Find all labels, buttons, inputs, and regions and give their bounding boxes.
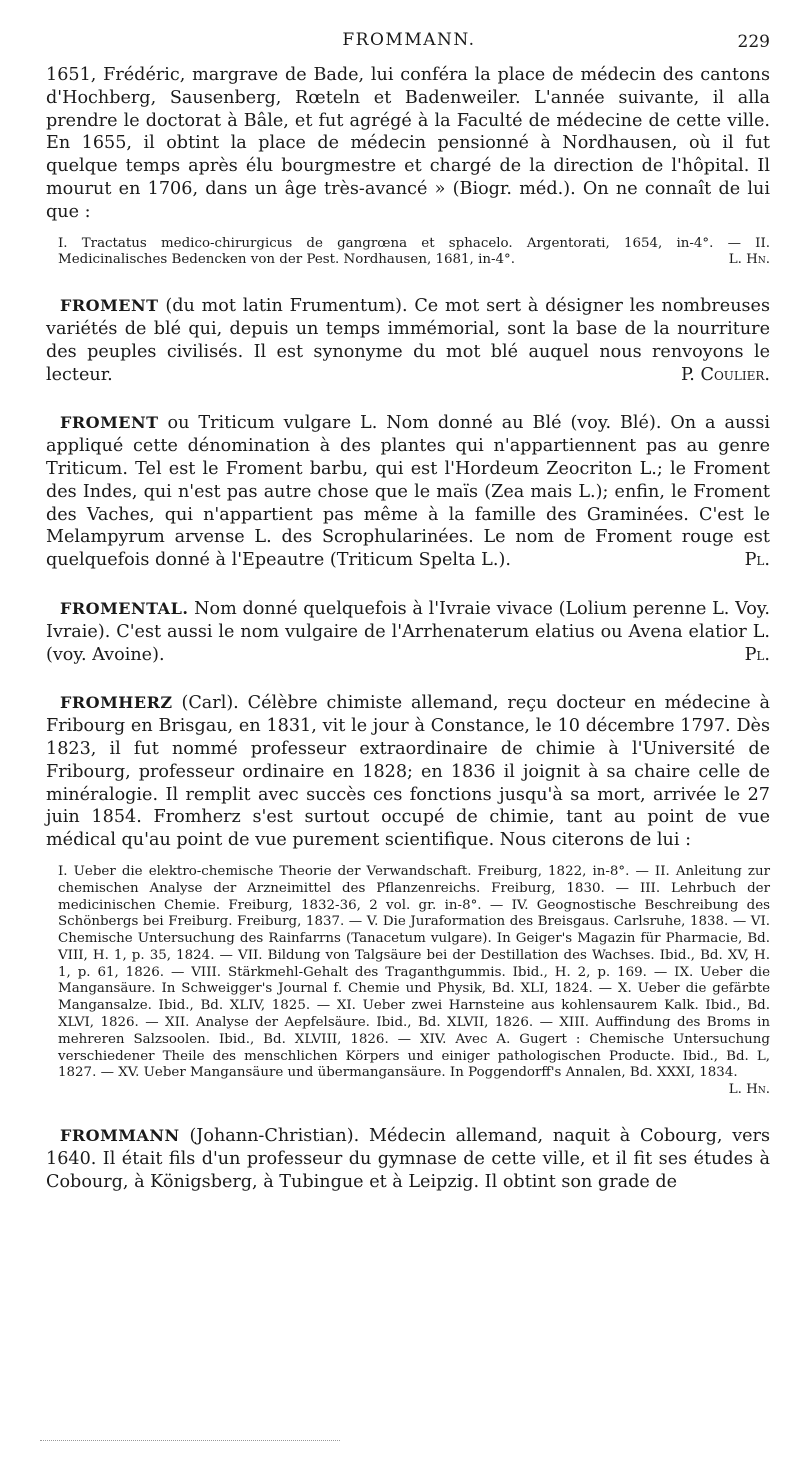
reference-list: I. Ueber die elektro-chemische Theorie der Verwandschaft. Freiburg, 1822, in-8°. — II. Anleitung zur chemischen Analyse der Arzneimittel des Pflanzenreichs. Freiburg, 1830. — III. Lehrbuch der medicinischen Chemie. Freiburg, 1832-36, 2 vol. gr. in-8°. — IV. Geognostische Beschreibung des Schönbergs bei Freiburg. Freiburg, 1837. — V. Die Juraformation des Breisgaus. Carlsruhe, 1838. — VI. Chemische Untersuchung des Rainfarrns (Tanacetum vulgare). In Geiger's Magazin für Pharmacie, Bd. VIII, H. 1, p. 35, 1824. — VII. Bildung von Talgsäure bei der Destillation des Wachses. Ibid., Bd. XV, H. 1, p. 61, 1826. — VIII. Stärkmehl-Gehalt des Traganthgummis. Ibid., H. 2, p. 169. — IX. Ueber die Mangansäure. In Schweigger's Journal f. Chemie und Physik, Bd. XLI, 1824. — X. Ueber die gefärbte Mangansalze. Ibid., Bd. XLIV, 1825. — XI. Ueber zwei Harnsteine aus kohlensaurem Kalk. Ibid., Bd. XLVI, 1826. — XII. Analyse der Aepfelsäure. Ibid., Bd. XLVII, 1826. — XIII. Auffindung des Broms in mehreren Salzsoolen. Ibid., Bd. XLVIII, 1826. — XIV. Avec A. Gugert : Chemische Untersuchung verschiedener Theile des menschlichen Körpers und einiger pathologischen Producte. Ibid., Bd. L, 1827. — XV. Ueber Mangansäure und übermangansäure. In Poggendorff's Annalen, Bd. XXXI, 1834. <box>58 863 770 1081</box>
continuation-text: 1651, Frédéric, margrave de Bade, lui conféra la place de médecin des cantons d'Hochberg, Sausenberg, Rœteln et Badenweiler. L'année suivante, il alla prendre le doctorat à Bâle, et fut agrégé à la Faculté de médecine de cette ville. En 1655, il obtint la place de médecin pensionné à Nordhausen, où il fut quelque temps après élu bourgmestre et chargé de la direction de l'hôpital. Il mourut en 1706, dans un âge très-avancé » (Biogr. méd.). On ne connaît de lui que : <box>46 65 770 222</box>
footer-dotted-rule <box>40 1440 340 1441</box>
entry-text: Nom donné quelquefois à l'Ivraie vivace (Lolium perenne L. Voy. Ivraie). C'est aussi le nom vulgaire de l'Arrhenaterum elatius ou Avena elatior L. (voy. Avoine). <box>46 598 770 665</box>
continuation-references <box>46 236 770 270</box>
entry-references <box>46 864 770 1099</box>
entry-froment-2 <box>46 412 770 572</box>
entry-frommann <box>46 1125 770 1193</box>
author-signature: L. Hn. <box>728 1082 770 1098</box>
entry-headword: FROMENT <box>60 296 159 316</box>
entry-fromherz <box>46 692 770 1099</box>
page-body <box>46 64 770 1193</box>
entry-text: (Johann-Christian). Médecin allemand, naquit à Cobourg, vers 1640. Il était fils d'un professeur du gymnase de cette ville, et il fit ses études à Cobourg, à Königsberg, à Tubingue et à Leipzig. Il obtint son grade de <box>46 1126 770 1192</box>
entry-text: (du mot latin Frumentum). Ce mot sert à désigner les nombreuses variétés de blé qui, depuis un temps immémorial, sont la base de la nourriture des peuples civilisés. Il est synonyme du mot blé auquel nous renvoyons le lecteur. <box>46 296 770 385</box>
entry-text: (Carl). Célèbre chimiste allemand, reçu docteur en médecine à Fribourg en Brisgau, en 1831, vit le jour à Constance, le 10 décembre 1797. Dès 1823, il fut nommé professeur extraordinaire de chimie à l'Université de Fribourg, professeur ordinaire en 1828; en 1836 il joignit à sa chaire celle de minéralogie. Il remplit avec succès ces fonctions jusqu'à sa mort, arrivée le 27 juin 1854. Fromherz s'est surtout occupé de chimie, tant au point de vue médical qu'au point de vue purement scientifique. Nous citerons de lui : <box>46 693 771 851</box>
entry-headword: FROMMANN <box>60 1126 180 1146</box>
entry-headword: FROMHERZ <box>60 693 173 713</box>
entry-froment-1 <box>46 295 770 386</box>
entry-headword: FROMENTAL. <box>60 598 189 618</box>
running-head: FROMMANN. <box>342 30 476 50</box>
entry-text: ou Triticum vulgare L. Nom donné au Blé (voy. Blé). On a aussi appliqué cette dénomination à des plantes qui n'appartiennent pas au genre Triticum. Tel est le Froment barbu, qui est l'Hordeum Zeocriton L.; le Froment des Indes, qui n'est pas autre chose que le maïs (Zea mais L.); enfin, le Froment des Vaches, qui n'appartient pas même à la famille des Graminées. C'est le Melampyrum arvense L. des Scrophularinées. Le nom de Froment rouge est quelquefois donné à l'Epeautre (Triticum Spelta L.). <box>46 413 770 571</box>
page-header <box>48 30 770 56</box>
author-signature: L. Hn. <box>728 252 770 268</box>
entry-headword: FROMENT <box>60 413 159 433</box>
page-number: 229 <box>737 32 770 52</box>
author-signature: Pl. <box>744 644 770 665</box>
author-signature: Pl. <box>744 550 770 571</box>
reference-list: I. Tractatus medico-chirurgicus de gangrœna et sphacelo. Argentorati, 1654, in-4°. — II. Medicinalisches Bedencken von der Pest. Nordhausen, 1681, in-4°. <box>58 235 770 268</box>
author-signature: P. Coulier. <box>681 364 770 385</box>
entry-fromental <box>46 598 770 666</box>
